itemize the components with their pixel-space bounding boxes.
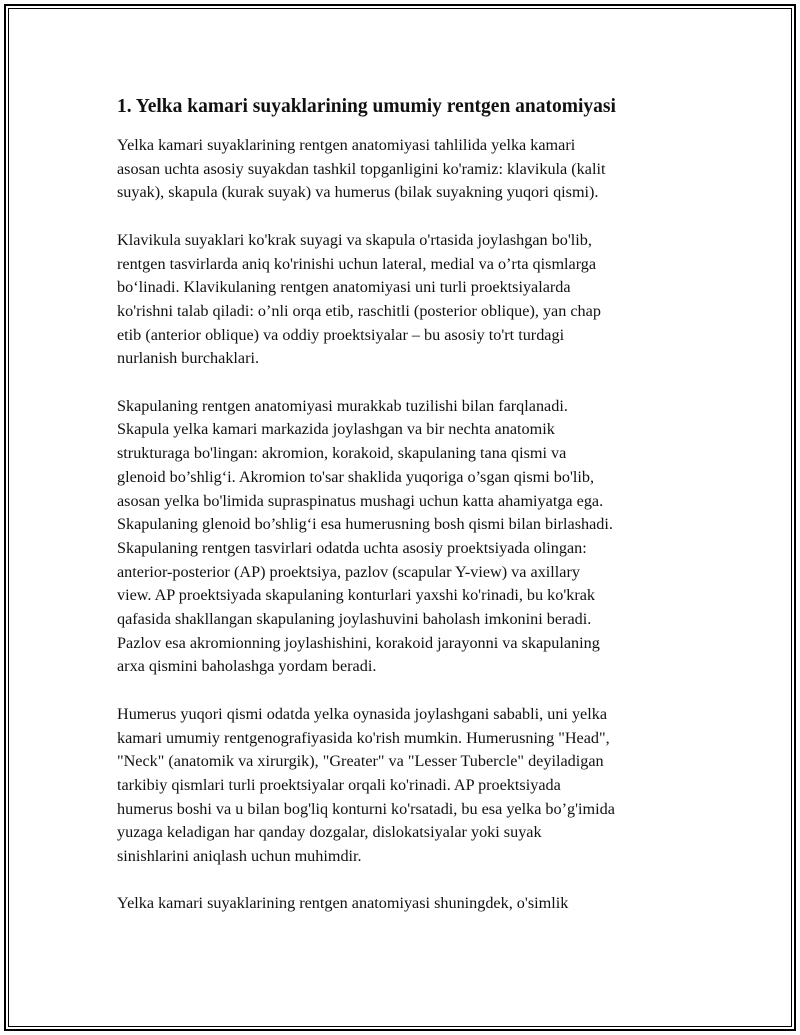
- document-body: [117, 94, 707, 940]
- paragraph-humerus: [117, 703, 707, 869]
- paragraph-line: Yelka kamari suyaklarining rentgen anatomiyasi tahlilida yelka kamari: [117, 136, 576, 154]
- paragraph-line: asosan yelka bo'limida supraspinatus mushagi uchun katta ahamiyatga ega.: [117, 491, 604, 510]
- paragraph-line: Skapula yelka kamari markazida joylashgan va bir nechta anatomik: [117, 420, 555, 439]
- paragraph-line: rentgen tasvirlarda aniq ko'rinishi uchun lateral, medial va o’rta qismlarga: [117, 254, 597, 273]
- paragraph-line: Humerus yuqori qismi odatda yelka oynasida joylashgani sababli, uni yelka: [117, 704, 608, 723]
- paragraph-line: Pazlov esa akromionning joylashishini, korakoid jarayonni va skapulaning: [117, 633, 600, 652]
- paragraph-line: Klavikula suyaklari ko'krak suyagi va skapula o'rtasida joylashgan bo'lib,: [117, 230, 592, 249]
- paragraph-line: view. AP proektsiyada skapulaning konturlari yaxshi ko'rinadi, bu ko'krak: [117, 586, 596, 605]
- paragraph-line: Skapulaning rentgen anatomiyasi murakkab tuzilishi bilan farqlanadi.: [117, 396, 568, 415]
- paragraph-line: strukturaga bo'lingan: akromion, korakoid, skapulaning tana qismi va: [117, 444, 567, 463]
- section-heading: 1. Yelka kamari suyaklarining umumiy rentgen anatomiyasi: [117, 96, 616, 117]
- paragraph-line: glenoid bo’shlig‘i. Akromion to'sar shaklida yuqoriga o’sgan qismi bo'lib,: [117, 467, 595, 486]
- paragraph-line: sinishlarini aniqlash uchun muhimdir.: [117, 847, 362, 866]
- paragraph-line: ko'rishni talab qiladi: o’nli orqa etib, raschitli (posterior oblique), yan chap: [117, 301, 601, 320]
- paragraph-line: tarkibiy qismlari turli proektsiyalar orqali ko'rinadi. AP proektsiyada: [117, 775, 561, 794]
- paragraph-line: anterior-posterior (AP) proektsiya, pazlov (scapular Y-view) va axillary: [117, 562, 580, 581]
- paragraph-line: Yelka kamari suyaklarining rentgen anatomiyasi shuningdek, o'simlik: [117, 894, 569, 913]
- paragraph-clavicle: [117, 229, 707, 371]
- paragraph-continuation: [117, 892, 707, 916]
- paragraph-line: Skapulaning glenoid bo’shlig‘i esa humerusning bosh qismi bilan birlashadi.: [117, 515, 613, 534]
- paragraph-line: suyak), skapula (kurak suyak) va humerus (bilak suyakning yuqori qismi).: [117, 183, 599, 202]
- paragraph-line: humerus boshi va u bilan bog'liq konturni ko'rsatadi, bu esa yelka bo’g'imida: [117, 799, 615, 818]
- paragraph-overview: [117, 134, 707, 205]
- paragraph-line: qafasida shakllangan skapulaning joylashuvini baholash imkonini beradi.: [117, 610, 592, 629]
- paragraph-line: bo‘linadi. Klavikulaning rentgen anatomiyasi uni turli proektsiyalarda: [117, 278, 571, 297]
- paragraph-line: kamari umumiy rentgenografiyasida ko'rish mumkin. Humerusning "Head",: [117, 728, 610, 747]
- paragraph-line: nurlanish burchaklari.: [117, 349, 260, 368]
- paragraph-scapula: [117, 395, 707, 679]
- paragraph-line: asosan uchta asosiy suyakdan tashkil topganligini ko'ramiz: klavikula (kalit: [117, 159, 606, 178]
- paragraph-line: etib (anterior oblique) va oddiy proektsiyalar – bu asosiy to'rt turdagi: [117, 325, 565, 344]
- paragraph-line: Skapulaning rentgen tasvirlari odatda uchta asosiy proektsiyada olingan:: [117, 538, 587, 557]
- paragraph-line: arxa qismini baholashga yordam beradi.: [117, 657, 377, 676]
- paragraph-line: "Neck" (anatomik va xirurgik), "Greater" va "Lesser Tubercle" deyiladigan: [117, 752, 604, 771]
- paragraph-line: yuzaga keladigan har qanday dozgalar, dislokatsiyalar yoki suyak: [117, 823, 542, 842]
